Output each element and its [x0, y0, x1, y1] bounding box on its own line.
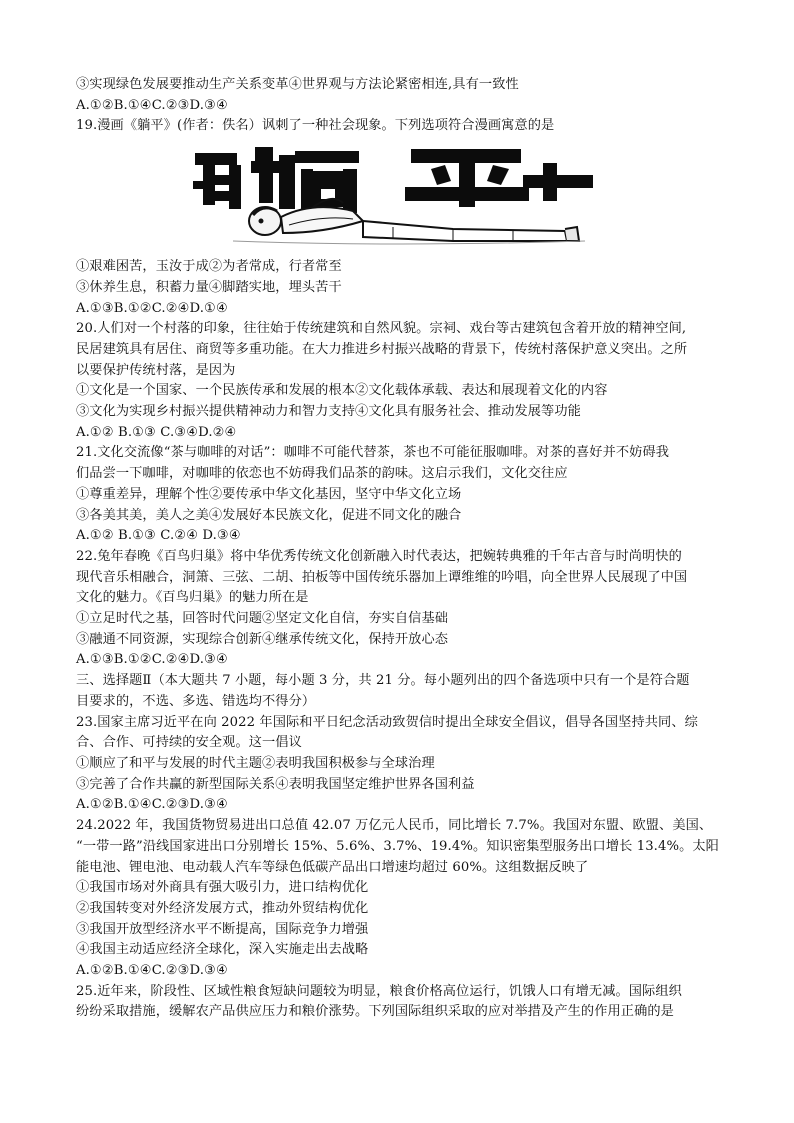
q24-stem-line-3: 能电池、锂电池、电动载人汽车等绿色低碳产品出口增速均超过 60%。这组数据反映了 [76, 859, 589, 875]
q21-stem-line-1: 21.文化交流像“茶与咖啡的对话”：咖啡不可能代替茶，茶也不可能征服咖啡。对茶的喜好并不妨碍我 [76, 445, 670, 461]
q22-stem-line-2: 现代音乐相融合，洞箫、三弦、二胡、拍板等中国传统乐器加上谭维维的吟唱，向全世界人民展现了中国 [76, 569, 688, 585]
q23-options-3-4: ③完善了合作共赢的新型国际关系④表明我国坚定维护世界各国利益 [76, 776, 475, 792]
q18-answer-choices: A.①②B.①④C.②③D.③④ [76, 97, 228, 113]
q24-option-4: ④我国主动适应经济全球化，深入实施走出去战略 [76, 942, 369, 958]
section-3-heading-line-2: 目要求的，不选、多选、错选均不得分） [76, 693, 316, 709]
section-3-heading-line-1: 三、选择题Ⅱ（本大题共 7 小题，每小题 3 分，共 21 分。每小题列出的四个备选项中只有一个是符合题 [76, 673, 690, 689]
q24-option-1: ①我国市场对外商具有强大吸引力，进口结构优化 [76, 880, 369, 896]
q19-stem: 19.漫画《躺平》(作者：佚名）讽刺了一种社会现象。下列选项符合漫画寓意的是 [76, 118, 555, 134]
q19-options-1-2: ①艰难困苦，玉汝于成②为者常成，行者常至 [76, 259, 342, 275]
cartoon-char-ping [405, 149, 593, 207]
q18-options-3-4: ③实现绿色发展要推动生产关系变革④世界观与方法论紧密相连,具有一致性 [76, 77, 519, 92]
q22-stem-line-3: 文化的魅力。《百鸟归巢》的魅力所在是 [76, 590, 309, 606]
q23-stem-line-1: 23.国家主席习近平在向 2022 年国际和平日纪念活动致贺信时提出全球安全倡议，倡导各国坚持共同、综 [76, 714, 698, 730]
q24-option-2: ②我国转变对外经济发展方式，推动外贸结构优化 [76, 900, 369, 916]
q21-stem-line-2: 们品尝一下咖啡，对咖啡的依恋也不妨碍我们品茶的韵味。这启示我们，文化交往应 [76, 466, 568, 482]
q23-answer-choices: A.①②B.①④C.②③D.③④ [76, 797, 228, 813]
q20-stem-line-1: 20.人们对一个村落的印象，往往始于传统建筑和自然风貌。宗祠、戏台等古建筑包含着开放的精神空间, [76, 321, 687, 337]
q22-stem-line-1: 22.兔年春晚《百鸟归巢》将中华优秀传统文化创新融入时代表达，把婉转典雅的千年古音与时尚明快的 [76, 548, 682, 564]
q20-stem-line-3: 以要保护传统村落，是因为 [76, 362, 236, 378]
q20-stem-line-2: 民居建筑具有居住、商贸等多重功能。在大力推进乡村振兴战略的背景下，传统村落保护意义突出。之所 [76, 341, 688, 357]
tangping-cartoon-drawing [193, 141, 593, 251]
exam-page [76, 75, 719, 1023]
q19-answer-choices: A.①③B.①②C.②④D.①④ [76, 300, 228, 316]
q24-stem-line-1: 24.2022 年，我国货物贸易进出口总值 42.07 万亿元人民币，同比增长 7.7%。我国对东盟、欧盟、美国、 [76, 818, 713, 834]
q20-options-1-2: ①文化是一个国家、一个民族传承和发展的根本②文化载体承载、表达和展现着文化的内容 [76, 383, 608, 399]
q19-options-3-4: ③休养生息，积蓄力量④脚踏实地，埋头苦干 [76, 279, 342, 295]
q20-answer-choices: A.①② B.①③ C.③④D.②④ [76, 424, 237, 440]
q24-stem-line-2: “一带一路”沿线国家进出口分别增长 15%、5.6%、3.7%、19.4%。知识密集型服务出口增长 13.4%。太阳 [76, 838, 719, 854]
q21-options-1-2: ①尊重差异，理解个性②要传承中华文化基因，坚守中华文化立场 [76, 486, 462, 502]
q25-stem-line-2: 纷纷采取措施，缓解农产品供应压力和粮价涨势。下列国际组织采取的应对举措及产生的作用正确的是 [76, 1004, 674, 1020]
q23-stem-line-2: 合、合作、可持续的安全观。这一倡议 [76, 735, 302, 751]
q24-option-3: ③我国开放型经济水平不断提高，国际竞争力增强 [76, 921, 369, 937]
lying-person-figure [249, 199, 579, 241]
q22-options-1-2: ①立足时代之基，回答时代问题②坚定文化自信，夯实自信基础 [76, 611, 449, 627]
q21-answer-choices: A.①② B.①③ C.②④ D.③④ [76, 528, 241, 544]
q22-options-3-4: ③融通不同资源，实现综合创新④继承传统文化，保持开放心态 [76, 631, 449, 647]
q23-options-1-2: ①顺应了和平与发展的时代主题②表明我国积极参与全球治理 [76, 755, 435, 771]
q20-options-3-4: ③文化为实现乡村振兴提供精神动力和智力支持④文化具有服务社会、推动发展等功能 [76, 404, 581, 420]
cartoon-char-shen [193, 153, 241, 209]
tangping-cartoon [193, 141, 593, 251]
q24-answer-choices: A.①②B.①④C.②③D.③④ [76, 963, 228, 979]
q22-answer-choices: A.①③B.①②C.②④D.③④ [76, 652, 228, 668]
q25-stem-line-1: 25.近年来，阶段性、区域性粮食短缺问题较为明显，粮食价格高位运行，饥饿人口有增无减。国际组织 [76, 983, 682, 999]
q21-options-3-4: ③各美其美，美人之美④发展好本民族文化，促进不同文化的融合 [76, 507, 462, 523]
